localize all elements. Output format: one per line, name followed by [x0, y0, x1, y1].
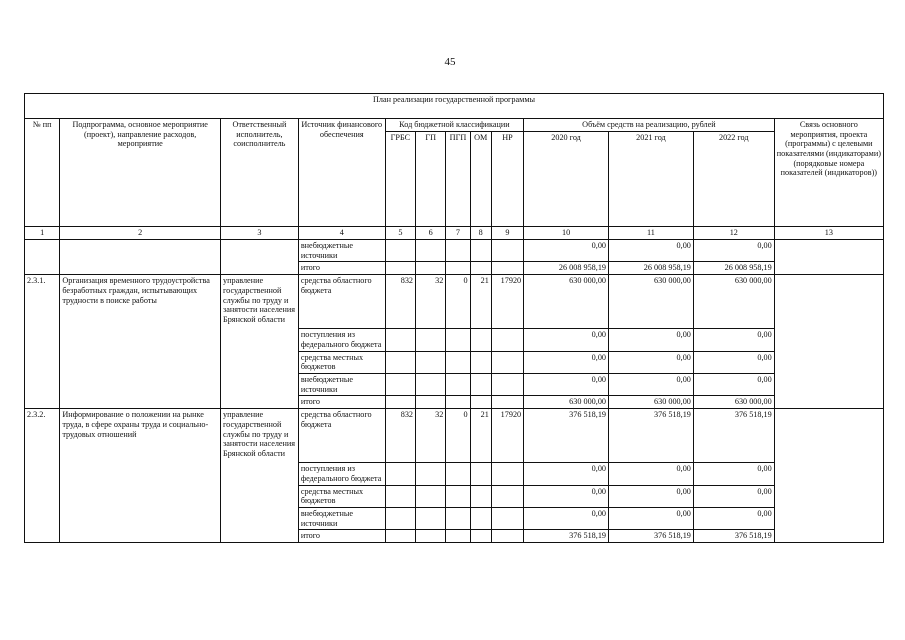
header-pgp: ПГП — [446, 132, 470, 227]
measure-number: 2.3.2. — [25, 409, 60, 543]
col-number: 9 — [491, 227, 523, 240]
source-cell: поступления из федерального бюджета — [298, 329, 385, 351]
header-2020: 2020 год — [524, 132, 609, 227]
measure-name: Информирование о положении на рынке труда, в сфере охраны труда и социально-трудовых отношений — [60, 409, 221, 543]
value-2020: 376 518,19 — [524, 530, 609, 543]
col-number: 13 — [774, 227, 883, 240]
value-2022: 0,00 — [693, 508, 774, 530]
col-number: 12 — [693, 227, 774, 240]
col-number: 5 — [385, 227, 415, 240]
value-2022: 0,00 — [693, 374, 774, 396]
source-cell: итого — [298, 396, 385, 409]
table-row — [25, 240, 884, 262]
value-2022: 376 518,19 — [693, 530, 774, 543]
value-2022: 376 518,19 — [693, 409, 774, 463]
value-2022: 0,00 — [693, 485, 774, 507]
code-gp: 32 — [416, 409, 446, 463]
column-number-row — [25, 227, 884, 240]
value-2021: 0,00 — [609, 240, 694, 262]
header-grbs: ГРБС — [385, 132, 415, 227]
value-2021: 26 008 958,19 — [609, 262, 694, 275]
source-cell: итого — [298, 262, 385, 275]
value-2020: 0,00 — [524, 240, 609, 262]
table-row — [25, 275, 884, 329]
value-2022: 630 000,00 — [693, 396, 774, 409]
value-2020: 26 008 958,19 — [524, 262, 609, 275]
col-number: 3 — [221, 227, 299, 240]
value-2020: 0,00 — [524, 329, 609, 351]
col-number: 11 — [609, 227, 694, 240]
value-2020: 0,00 — [524, 463, 609, 485]
empty-cell — [774, 240, 883, 275]
col-number: 7 — [446, 227, 470, 240]
header-executor: Ответственный исполнитель, соисполнитель — [221, 119, 299, 227]
code-om: 21 — [470, 409, 491, 463]
header-num: № пп — [25, 119, 60, 227]
code-gp: 32 — [416, 275, 446, 329]
value-2020: 0,00 — [524, 485, 609, 507]
value-2020: 0,00 — [524, 374, 609, 396]
empty-cell — [25, 240, 60, 275]
header-budget-code: Код бюджетной классификации — [385, 119, 523, 132]
value-2021: 0,00 — [609, 508, 694, 530]
header-subprogram: Подпрограмма, основное мероприятие (проект), направление расходов, мероприятие — [60, 119, 221, 227]
table-title: План реализации государственной программы — [25, 94, 884, 119]
header-volume: Объём средств на реализацию, рублей — [524, 119, 775, 132]
col-number: 1 — [25, 227, 60, 240]
source-cell: средства областного бюджета — [298, 409, 385, 463]
value-2021: 0,00 — [609, 329, 694, 351]
code-nr: 17920 — [491, 275, 523, 329]
empty-cell — [774, 275, 883, 409]
empty-cell — [221, 240, 299, 275]
value-2022: 0,00 — [693, 240, 774, 262]
empty-cell — [774, 409, 883, 543]
value-2022: 0,00 — [693, 463, 774, 485]
col-number: 4 — [298, 227, 385, 240]
header-nr: НР — [491, 132, 523, 227]
source-cell: итого — [298, 530, 385, 543]
value-2021: 0,00 — [609, 351, 694, 373]
measure-number: 2.3.1. — [25, 275, 60, 409]
value-2022: 0,00 — [693, 351, 774, 373]
col-number: 6 — [416, 227, 446, 240]
header-source: Источник финансового обеспечения — [298, 119, 385, 227]
source-cell: средства областного бюджета — [298, 275, 385, 329]
value-2020: 0,00 — [524, 351, 609, 373]
value-2021: 0,00 — [609, 374, 694, 396]
table-title-row — [25, 94, 884, 119]
code-nr: 17920 — [491, 409, 523, 463]
page-number: 45 — [444, 56, 456, 68]
value-2022: 630 000,00 — [693, 275, 774, 329]
col-number: 2 — [60, 227, 221, 240]
measure-executor: управление государственной службы по труду и занятости населения Брянской области — [221, 275, 299, 409]
program-plan-table — [24, 93, 884, 543]
header-om: ОМ — [470, 132, 491, 227]
source-cell: средства местных бюджетов — [298, 485, 385, 507]
header-gp: ГП — [416, 132, 446, 227]
value-2021: 630 000,00 — [609, 396, 694, 409]
value-2021: 376 518,19 — [609, 530, 694, 543]
value-2020: 630 000,00 — [524, 396, 609, 409]
code-om: 21 — [470, 275, 491, 329]
table-row — [25, 409, 884, 463]
value-2021: 630 000,00 — [609, 275, 694, 329]
value-2021: 0,00 — [609, 463, 694, 485]
source-cell: внебюджетные источники — [298, 508, 385, 530]
header-row — [25, 119, 884, 132]
value-2020: 630 000,00 — [524, 275, 609, 329]
code-grbs: 832 — [385, 409, 415, 463]
source-cell: внебюджетные источники — [298, 240, 385, 262]
header-2022: 2022 год — [693, 132, 774, 227]
code-grbs: 832 — [385, 275, 415, 329]
col-number: 10 — [524, 227, 609, 240]
source-cell: внебюджетные источники — [298, 374, 385, 396]
value-2022: 26 008 958,19 — [693, 262, 774, 275]
measure-executor: управление государственной службы по труду и занятости населения Брянской области — [221, 409, 299, 543]
empty-cell — [60, 240, 221, 275]
value-2020: 0,00 — [524, 508, 609, 530]
source-cell: поступления из федерального бюджета — [298, 463, 385, 485]
value-2020: 376 518,19 — [524, 409, 609, 463]
value-2021: 376 518,19 — [609, 409, 694, 463]
col-number: 8 — [470, 227, 491, 240]
source-cell: средства местных бюджетов — [298, 351, 385, 373]
header-2021: 2021 год — [609, 132, 694, 227]
code-pgp: 0 — [446, 409, 470, 463]
value-2021: 0,00 — [609, 485, 694, 507]
code-pgp: 0 — [446, 275, 470, 329]
header-link: Связь основного мероприятия, проекта (программы) с целевыми показателями (индикаторами) (порядковые номера показателей (индикаторов)) — [774, 119, 883, 227]
measure-name: Организация временного трудоустройства безработных граждан, испытывающих трудности в поиске работы — [60, 275, 221, 409]
value-2022: 0,00 — [693, 329, 774, 351]
